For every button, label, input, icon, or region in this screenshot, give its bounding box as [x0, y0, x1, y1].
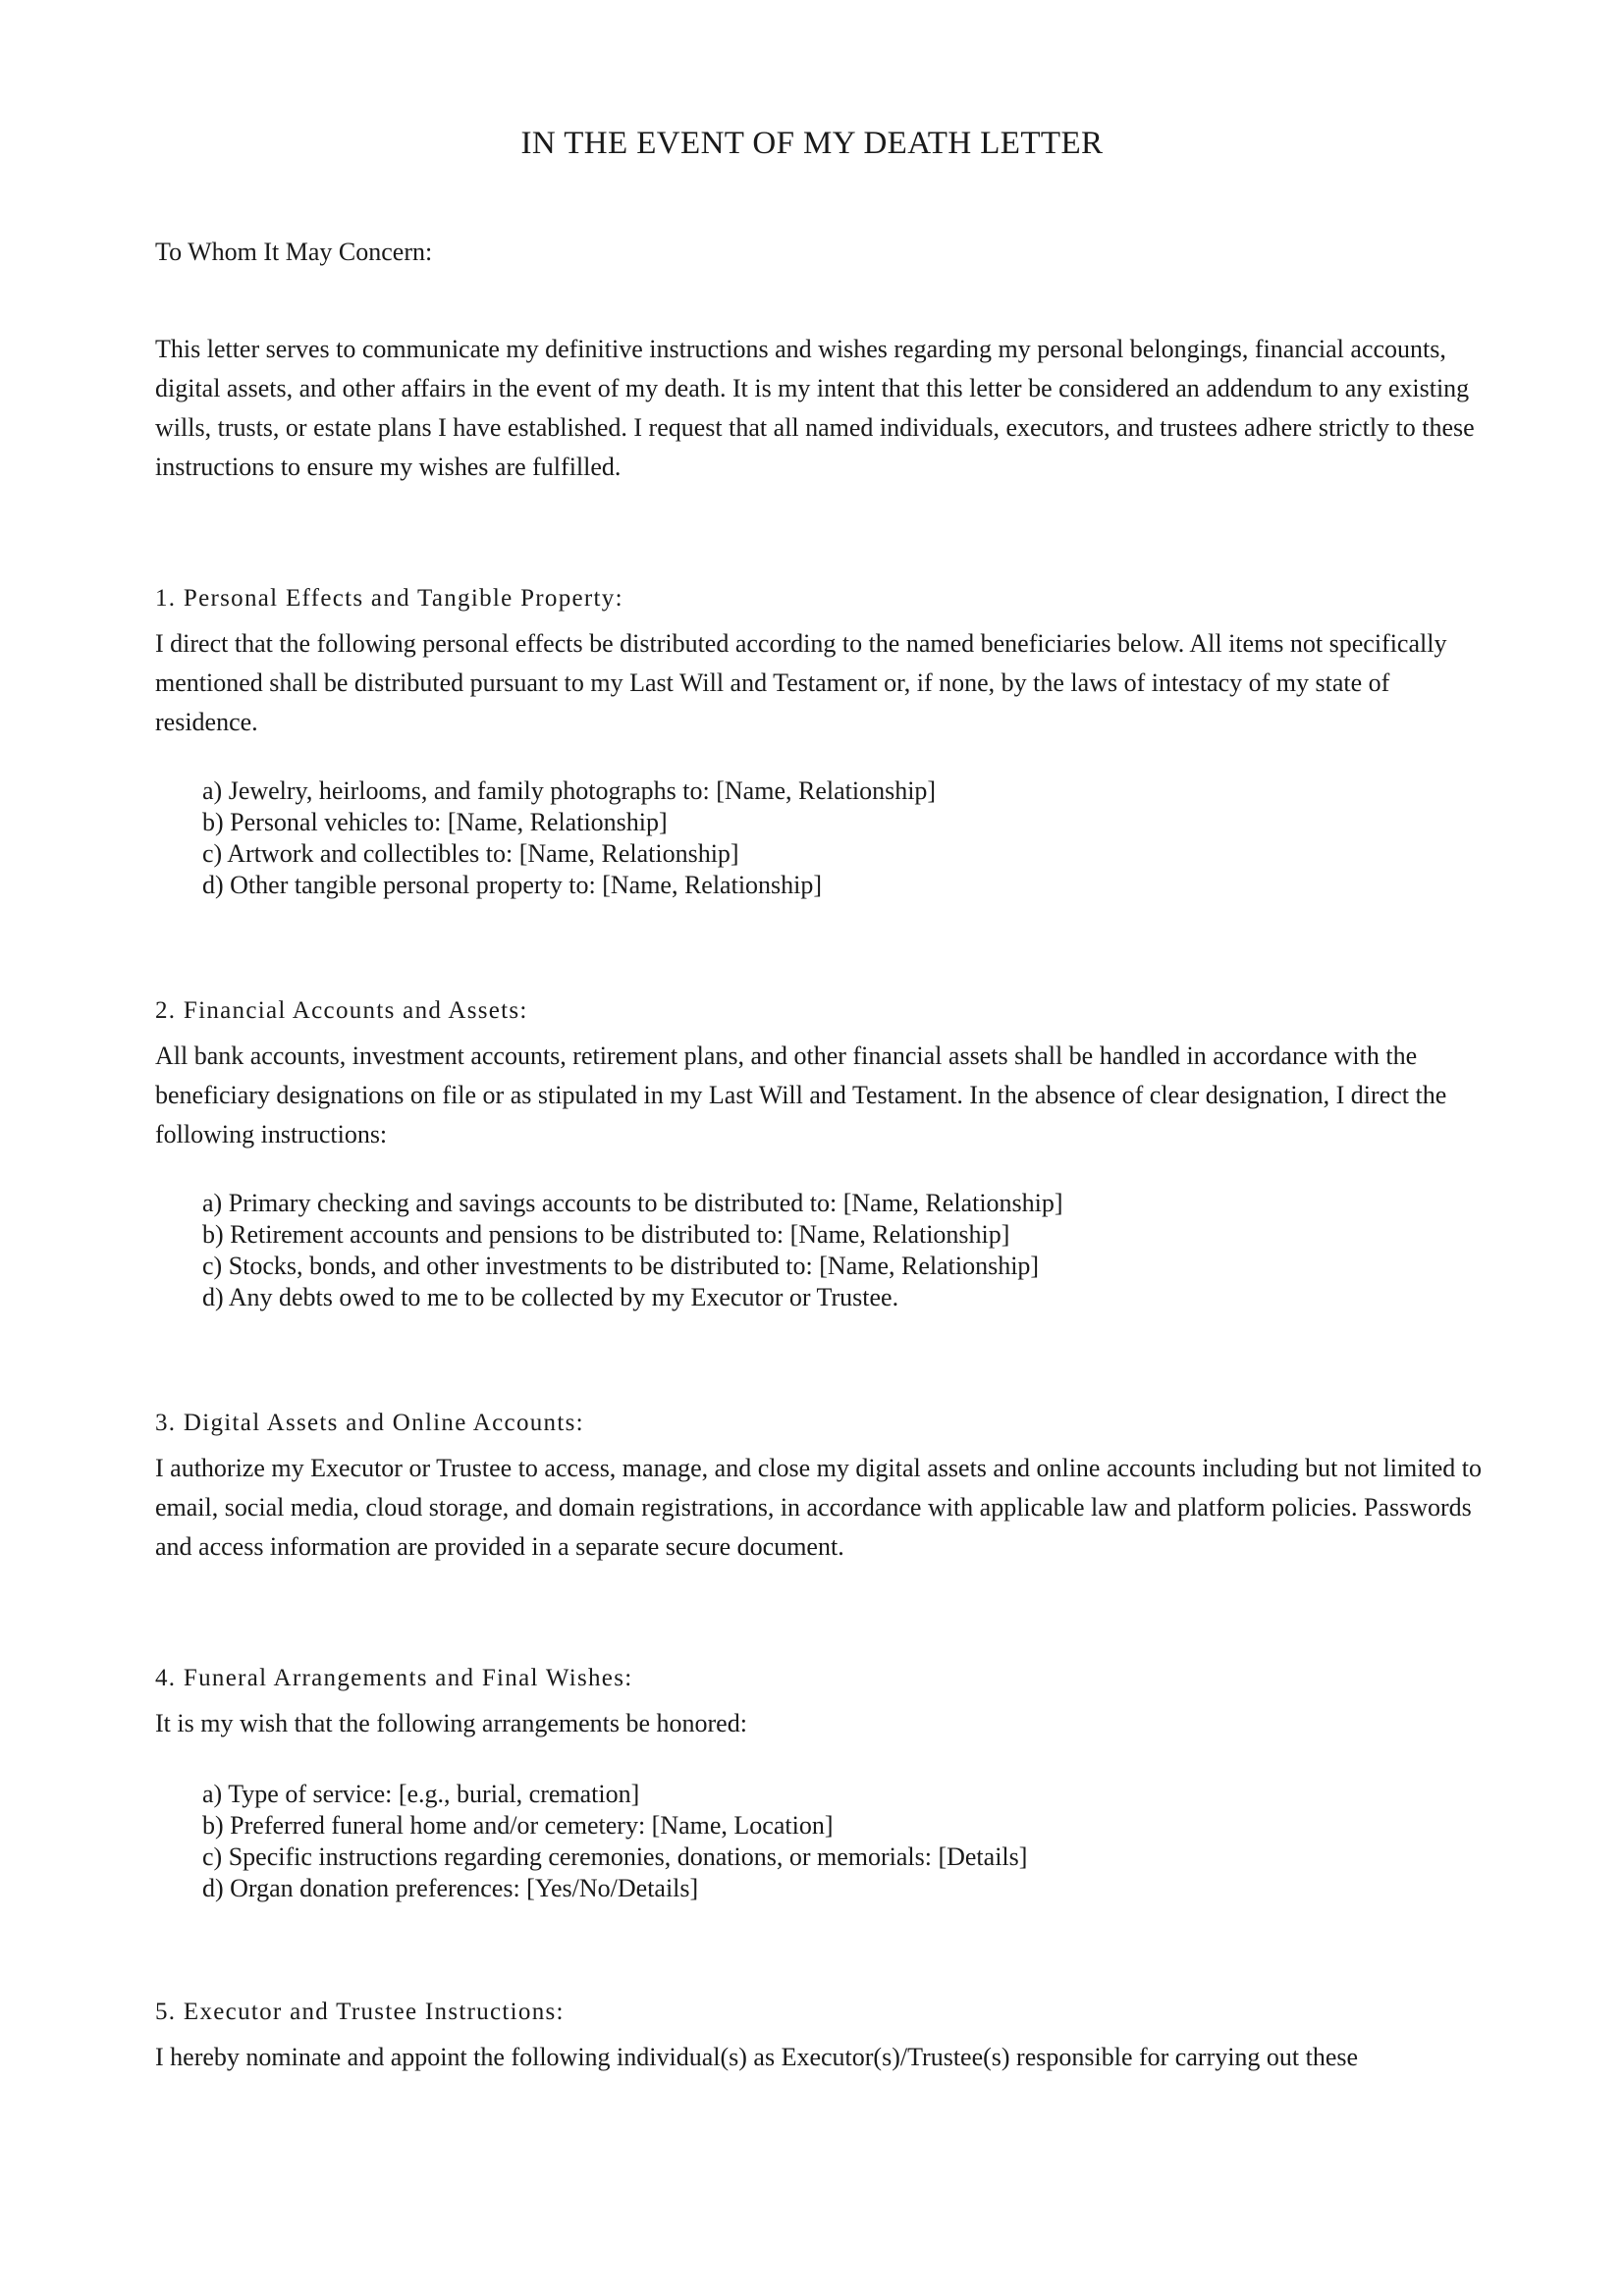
section-2-body: All bank accounts, investment accounts, retirement plans, and other financial assets shall be handled in accordance with the beneficiary designations on file or as stipulated in my Last Will and Testament. In the absence of clear designation, I direct the following instructions: — [155, 1041, 1447, 1148]
section-3-heading: 3. Digital Assets and Online Accounts: — [155, 1410, 584, 1436]
list-item: a) Type of service: [e.g., burial, cremation] — [202, 1780, 640, 1808]
intro-paragraph: This letter serves to communicate my definitive instructions and wishes regarding my personal belongings, financial accounts, digital assets, and other affairs in the event of my death. It is my intent that this letter be considered an addendum to any existing wills, trusts, or estate plans I have established. I request that all named individuals, executors, and trustees adhere strictly to these instructions to ensure my wishes are fulfilled. — [155, 335, 1475, 481]
list-item: b) Personal vehicles to: [Name, Relationship] — [202, 808, 668, 836]
section-3-body: I authorize my Executor or Trustee to access, manage, and close my digital assets and online accounts including but not limited to email, social media, cloud storage, and domain registrations, in accordance with applicable law and platform policies. Passwords and access information are provided in a separate secure document. — [155, 1454, 1482, 1561]
list-item: b) Preferred funeral home and/or cemetery: [Name, Location] — [202, 1811, 834, 1840]
list-item: c) Artwork and collectibles to: [Name, Relationship] — [202, 839, 739, 868]
section-1-body: I direct that the following personal effects be distributed according to the named beneficiaries below. All items not specifically mentioned shall be distributed pursuant to my Last Will and Testament or, if none, by the laws of intestacy of my state of residence. — [155, 629, 1447, 736]
list-item: d) Organ donation preferences: [Yes/No/Details] — [202, 1874, 699, 1902]
list-item: a) Jewelry, heirlooms, and family photographs to: [Name, Relationship] — [202, 776, 937, 805]
list-item: c) Specific instructions regarding ceremonies, donations, or memorials: [Details] — [202, 1842, 1028, 1871]
section-4-list — [202, 1779, 1027, 1904]
section-5-heading: 5. Executor and Trustee Instructions: — [155, 1999, 565, 2025]
document-title: IN THE EVENT OF MY DEATH LETTER — [520, 126, 1104, 161]
list-item: a) Primary checking and savings accounts to be distributed to: [Name, Relationship] — [202, 1189, 1063, 1217]
section-1-list — [202, 775, 936, 901]
section-2-heading: 2. Financial Accounts and Assets: — [155, 997, 528, 1024]
list-item: d) Any debts owed to me to be collected by my Executor or Trustee. — [202, 1283, 899, 1311]
section-1-heading: 1. Personal Effects and Tangible Property: — [155, 585, 623, 612]
salutation: To Whom It May Concern: — [155, 238, 433, 266]
section-4-heading: 4. Funeral Arrangements and Final Wishes: — [155, 1665, 633, 1691]
list-item: b) Retirement accounts and pensions to be distributed to: [Name, Relationship] — [202, 1220, 1010, 1249]
list-item: c) Stocks, bonds, and other investments to be distributed to: [Name, Relationship] — [202, 1252, 1040, 1280]
section-4-body: It is my wish that the following arrangements be honored: — [155, 1709, 747, 1737]
section-2-list — [202, 1188, 1063, 1313]
section-5-body: I hereby nominate and appoint the following individual(s) as Executor(s)/Trustee(s) responsible for carrying out these — [155, 2043, 1359, 2071]
list-item: d) Other tangible personal property to: [Name, Relationship] — [202, 871, 823, 899]
